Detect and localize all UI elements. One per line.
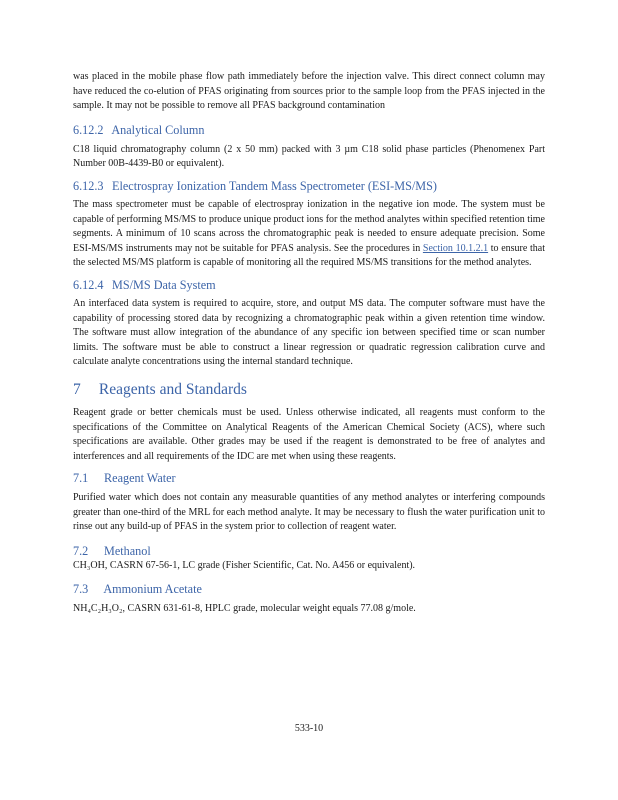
heading-6-12-4 xyxy=(73,277,545,293)
heading-6-12-3 xyxy=(73,178,545,194)
ammonium-acetate-paragraph: NH₄C₂H₃O₂, CASRN 631-61-8, HPLC grade, molecular weight equals 77.08 g/mole. xyxy=(73,602,416,614)
mass-spectrometer-paragraph xyxy=(73,198,545,271)
heading-7-3 xyxy=(73,581,545,597)
heading-6-12-2 xyxy=(73,122,545,138)
section-title: MS/MS Data System xyxy=(112,277,216,292)
section-number: 6.12.4 xyxy=(73,277,104,292)
section-number: 6.12.2 xyxy=(73,122,104,137)
section-10-1-2-1-link[interactable]: Section 10.1.2.1 xyxy=(422,242,489,254)
methanol-paragraph: CH₃OH, CASRN 67-56-1, LC grade (Fisher Scientific, Cat. No. A456 or equivalent). xyxy=(73,560,416,572)
intro-paragraph: was placed in the mobile phase flow path immediately before the injection valve. This direct connect column may have reduced the co-elution of PFAS originating from sources prior to the sample loop from the PFAS injected in the sample. It may not be possible to remove all PFAS background contamination xyxy=(73,71,545,112)
page-number: 533-10 xyxy=(294,723,324,734)
heading-7 xyxy=(73,380,545,400)
section-number: 7.1 xyxy=(73,471,89,486)
section-number: 7 xyxy=(73,380,81,398)
section-title: Reagent Water xyxy=(104,471,176,486)
heading-7-2 xyxy=(73,543,545,559)
section-title: Electrospray Ionization Tandem Mass Spectrometer (ESI-MS/MS) xyxy=(112,178,437,193)
analytical-column-paragraph: C18 liquid chromatography column (2 x 50 mm) packed with 3 µm C18 solid phase particles (Phenomenex Part Number 00B-4439-B0 or equivalent). xyxy=(73,143,545,170)
document-page xyxy=(73,70,545,616)
reagents-paragraph: Reagent grade or better chemicals must be used. Unless otherwise indicated, all reagents must conform to the specifications of the Committee on Analytical Reagents of the American Chemical Society (ACS), where such specifications are available. Other grades may be used if the reagent is demonstrated to be free of analytes and interferences and all requirements of the IDC are met when using these reagents. xyxy=(73,406,545,462)
paragraph-text: The mass spectrometer must be capable of electrospray ionization in the negative ion mode. The system must be capable of performing MS/MS to produce unique product ions for the method analytes within specified retention time segments. A minimum of 10 scans across the chromatographic peak is needed to ensure adequate precision. Some ESI-MS/MS instruments may not be suitable for PFAS analysis. See the procedures in xyxy=(73,198,545,254)
reagent-water-paragraph: Purified water which does not contain any measurable quantities of any method analytes or interfering compounds greater than one-third of the MRL for each method analyte. It may be necessary to flush the water purification unit to rinse out any build-up of PFAS in the system prior to collection of reagent water. xyxy=(73,492,545,533)
section-title: Analytical Column xyxy=(111,122,205,137)
data-system-paragraph: An interfaced data system is required to acquire, store, and output MS data. The computer software must have the capability of processing stored data by recognizing a chromatographic peak within a given retention time window. The software must allow integration of the abundance of any specific ion between specified time or scan number limits. The software must be able to construct a linear regression or quadratic regression calibration curve and calculate analyte concentrations using the internal standard technique. xyxy=(73,297,545,368)
paragraph-text: to ensure that the selected MS/MS platform is capable of monitoring all the required MS/MS transitions for the method analytes. xyxy=(73,242,546,269)
section-title: Methanol xyxy=(104,544,151,559)
section-number: 6.12.3 xyxy=(73,178,104,193)
section-number: 7.3 xyxy=(73,581,89,596)
heading-7-1 xyxy=(73,470,545,486)
section-title: Ammonium Acetate xyxy=(103,581,202,596)
section-number: 7.2 xyxy=(73,544,89,559)
section-title: Reagents and Standards xyxy=(98,380,247,398)
